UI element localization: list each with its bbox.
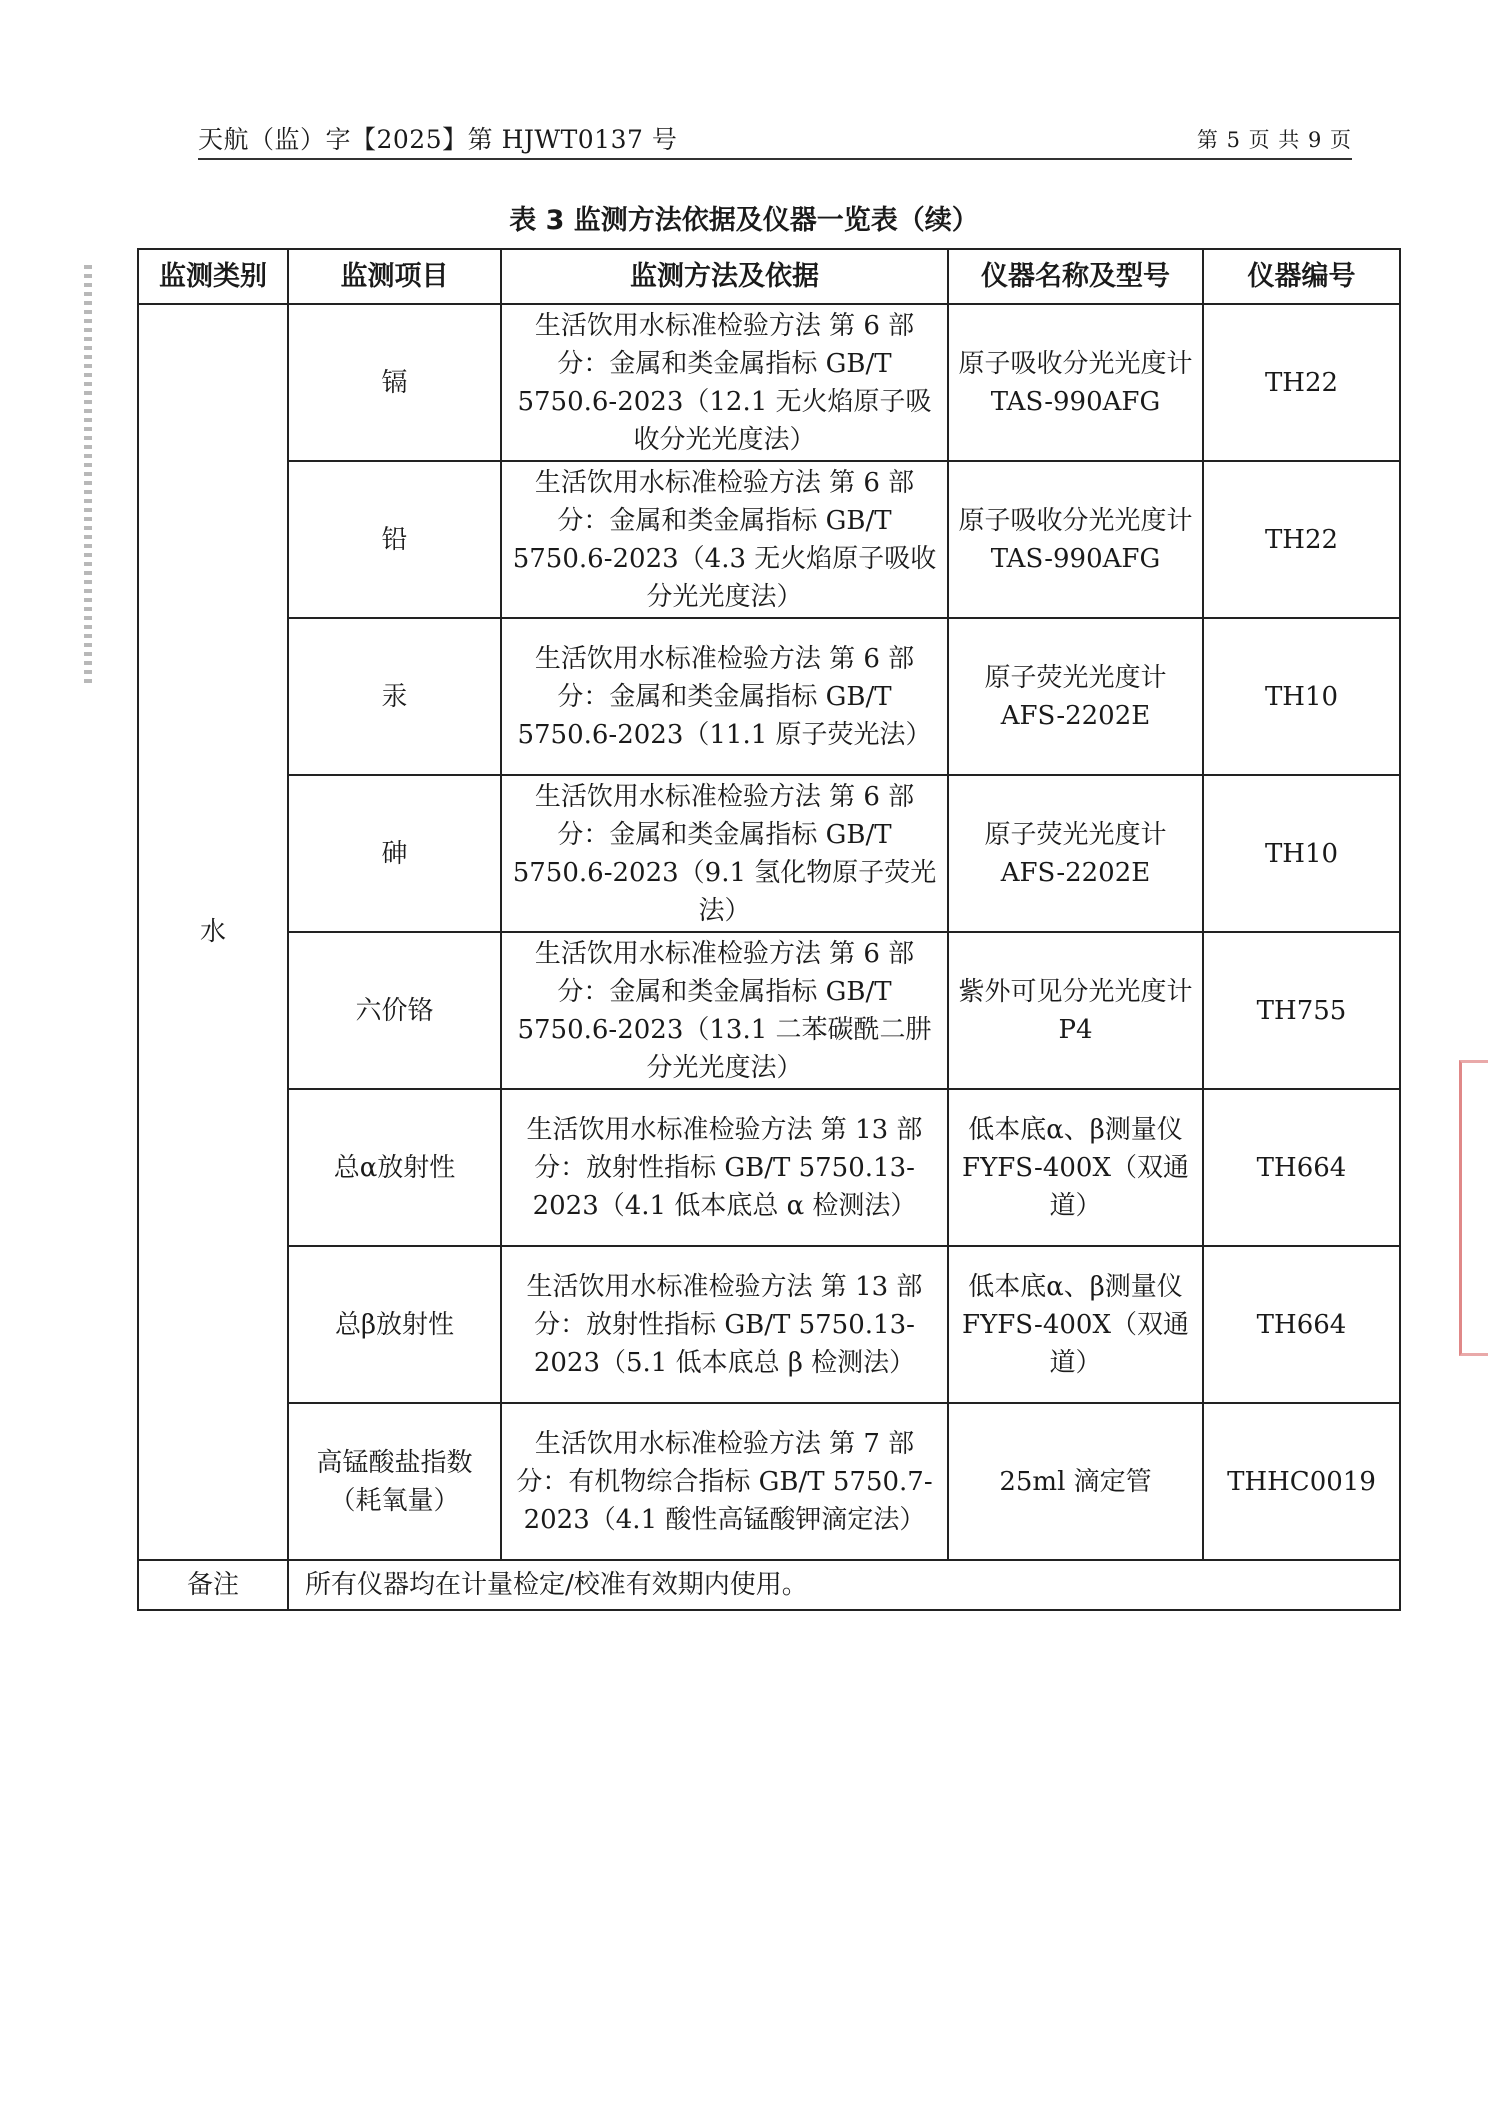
- table-row: [138, 304, 1400, 461]
- instrument-cell: 原子吸收分光光度计 TAS-990AFG: [948, 304, 1203, 461]
- item-cell: 砷: [288, 775, 501, 932]
- method-cell: 生活饮用水标准检验方法 第 6 部分：金属和类金属指标 GB/T 5750.6-2023（12.1 无火焰原子吸收分光光度法）: [501, 304, 948, 461]
- category-cell: 水: [138, 304, 288, 1560]
- method-cell: 生活饮用水标准检验方法 第 7 部分：有机物综合指标 GB/T 5750.7-2023（4.1 酸性高锰酸钾滴定法）: [501, 1403, 948, 1560]
- code-cell: THHC0019: [1203, 1403, 1400, 1560]
- item-cell: 高锰酸盐指数（耗氧量）: [288, 1403, 501, 1560]
- code-cell: TH664: [1203, 1246, 1400, 1403]
- table-row: [138, 1403, 1400, 1560]
- table-row: [138, 1089, 1400, 1246]
- remark-label: 备注: [138, 1560, 288, 1610]
- column-header-method: 监测方法及依据: [501, 249, 948, 304]
- table-row: [138, 618, 1400, 775]
- methods-instruments-table: [137, 248, 1401, 1611]
- column-header-item: 监测项目: [288, 249, 501, 304]
- instrument-cell: 25ml 滴定管: [948, 1403, 1203, 1560]
- item-cell: 汞: [288, 618, 501, 775]
- item-cell: 铅: [288, 461, 501, 618]
- method-cell: 生活饮用水标准检验方法 第 13 部分：放射性指标 GB/T 5750.13-2023（4.1 低本底总 α 检测法）: [501, 1089, 948, 1246]
- code-cell: TH22: [1203, 461, 1400, 618]
- column-header-category: 监测类别: [138, 249, 288, 304]
- column-header-instrument: 仪器名称及型号: [948, 249, 1203, 304]
- item-cell: 总α放射性: [288, 1089, 501, 1246]
- column-header-code: 仪器编号: [1203, 249, 1400, 304]
- method-cell: 生活饮用水标准检验方法 第 6 部分：金属和类金属指标 GB/T 5750.6-2023（11.1 原子荧光法）: [501, 618, 948, 775]
- remark-row: [138, 1560, 1400, 1610]
- item-cell: 六价铬: [288, 932, 501, 1089]
- binding-mark: [84, 265, 92, 685]
- table-row: [138, 461, 1400, 618]
- instrument-cell: 原子荧光光度计 AFS-2202E: [948, 618, 1203, 775]
- code-cell: TH10: [1203, 618, 1400, 775]
- page-indicator: 第 5 页 共 9 页: [1196, 128, 1352, 152]
- document-number: 天航（监）字【2025】第 HJWT0137 号: [198, 125, 678, 154]
- method-cell: 生活饮用水标准检验方法 第 6 部分：金属和类金属指标 GB/T 5750.6-2023（9.1 氢化物原子荧光法）: [501, 775, 948, 932]
- method-cell: 生活饮用水标准检验方法 第 6 部分：金属和类金属指标 GB/T 5750.6-2023（4.3 无火焰原子吸收 分光光度法）: [501, 461, 948, 618]
- instrument-cell: 紫外可见分光光度计 P4: [948, 932, 1203, 1089]
- instrument-cell: 原子吸收分光光度计 TAS-990AFG: [948, 461, 1203, 618]
- table-row: [138, 1246, 1400, 1403]
- item-cell: 镉: [288, 304, 501, 461]
- seal-stamp: [1459, 1060, 1488, 1356]
- method-cell: 生活饮用水标准检验方法 第 13 部分：放射性指标 GB/T 5750.13-2023（5.1 低本底总 β 检测法）: [501, 1246, 948, 1403]
- table-row: [138, 775, 1400, 932]
- page-header: [198, 118, 1352, 160]
- instrument-cell: 原子荧光光度计 AFS-2202E: [948, 775, 1203, 932]
- table-row: [138, 932, 1400, 1089]
- instrument-cell: 低本底α、β测量仪 FYFS-400X（双通道）: [948, 1089, 1203, 1246]
- remark-text: 所有仪器均在计量检定/校准有效期内使用。: [288, 1560, 1400, 1610]
- method-cell: 生活饮用水标准检验方法 第 6 部分：金属和类金属指标 GB/T 5750.6-2023（13.1 二苯碳酰二肼分光光度法）: [501, 932, 948, 1089]
- instrument-cell: 低本底α、β测量仪 FYFS-400X（双通道）: [948, 1246, 1203, 1403]
- code-cell: TH10: [1203, 775, 1400, 932]
- code-cell: TH664: [1203, 1089, 1400, 1246]
- table-header-row: [138, 249, 1400, 304]
- item-cell: 总β放射性: [288, 1246, 501, 1403]
- code-cell: TH755: [1203, 932, 1400, 1089]
- table-title: 表 3 监测方法依据及仪器一览表（续）: [509, 205, 979, 236]
- code-cell: TH22: [1203, 304, 1400, 461]
